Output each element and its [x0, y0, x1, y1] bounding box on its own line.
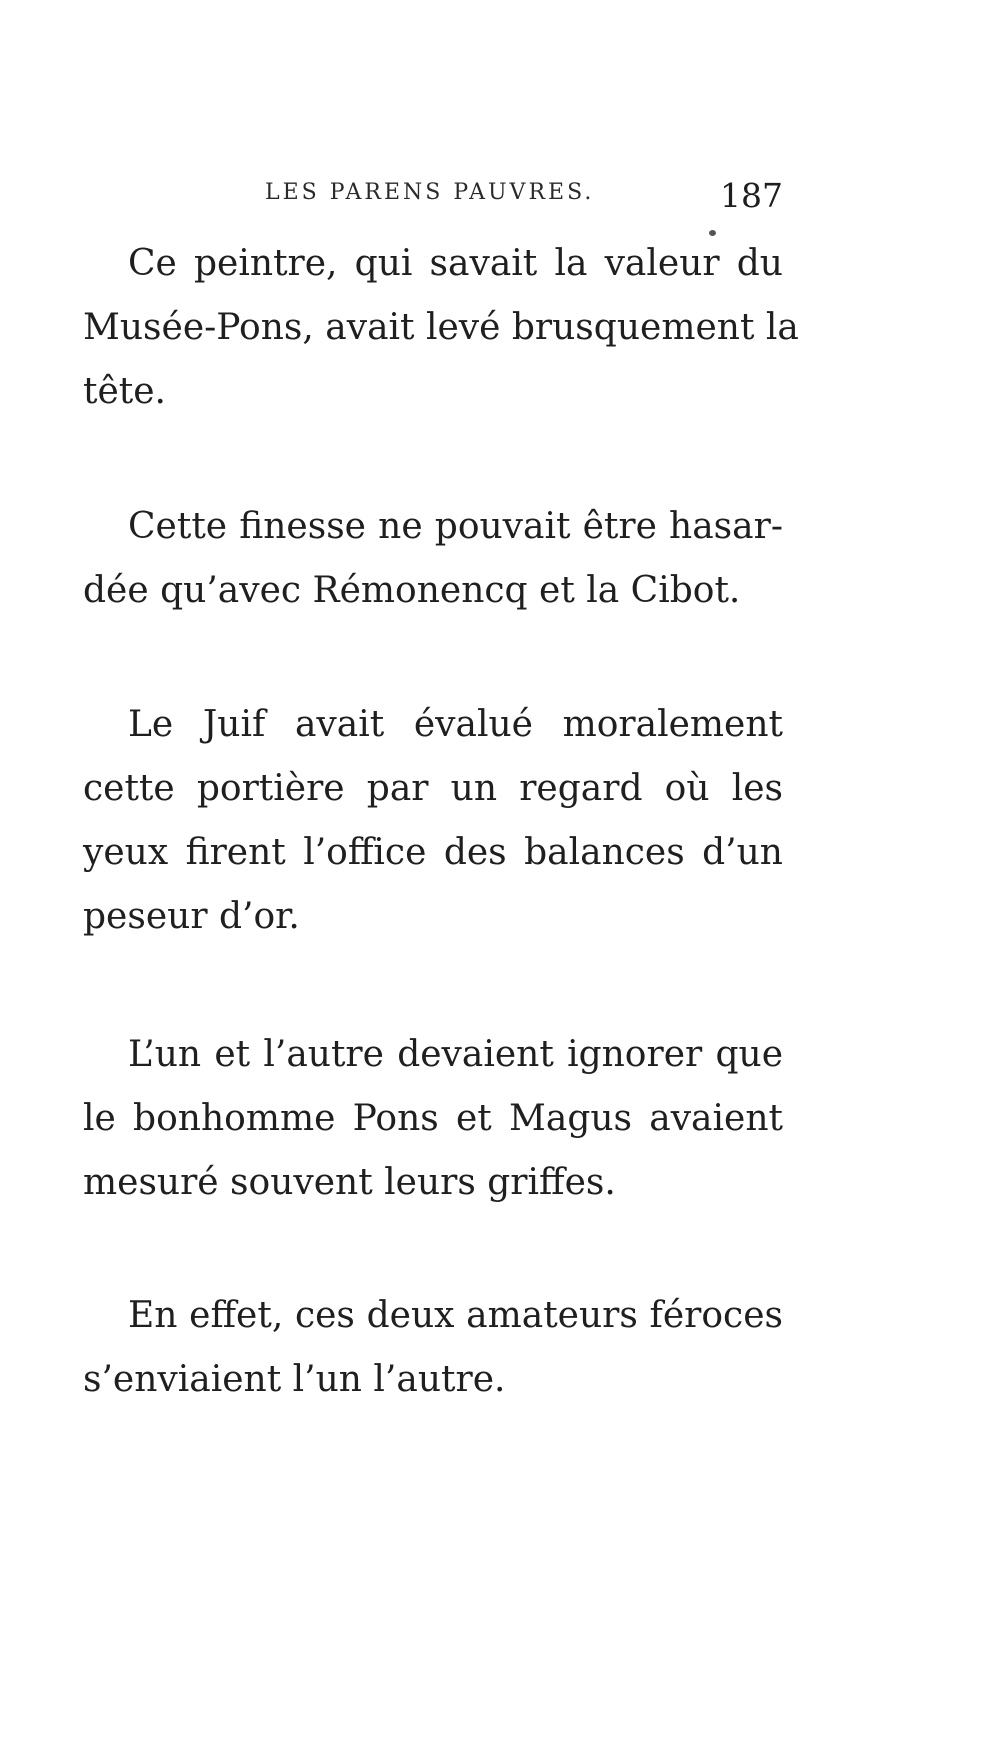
text-line: L’un et l’autre devaient ignorer que	[128, 1034, 783, 1075]
text-line: mesuré souvent leurs griffes.	[83, 1162, 616, 1203]
paragraph-2	[83, 495, 783, 623]
text-line: Ce peintre, qui savait la valeur du	[128, 243, 783, 284]
text-line: peseur d’or.	[83, 896, 300, 937]
text-line: tête.	[83, 371, 166, 412]
paragraph-4	[83, 1023, 783, 1215]
text-line: Musée-Pons, avait levé brusquement la	[83, 307, 799, 348]
text-line: s’enviaient l’un l’autre.	[83, 1359, 506, 1400]
running-head: LES PARENS PAUVRES.	[265, 180, 595, 205]
text-line: yeux firent l’office des balances d’un	[83, 832, 783, 873]
page-number: 187	[720, 176, 783, 215]
text-line: cette portière par un regard où les	[83, 768, 783, 809]
paragraph-5	[83, 1284, 783, 1412]
text-line: Cette finesse ne pouvait être hasar-	[128, 506, 783, 547]
paragraph-1	[83, 232, 799, 424]
text-line: Le Juif avait évalué moralement	[128, 704, 783, 745]
text-line: En effet, ces deux amateurs féroces	[128, 1295, 783, 1336]
text-line: dée qu’avec Rémonencq et la Cibot.	[83, 570, 741, 611]
text-line: le bonhomme Pons et Magus avaient	[83, 1098, 783, 1139]
paragraph-3	[83, 693, 783, 949]
